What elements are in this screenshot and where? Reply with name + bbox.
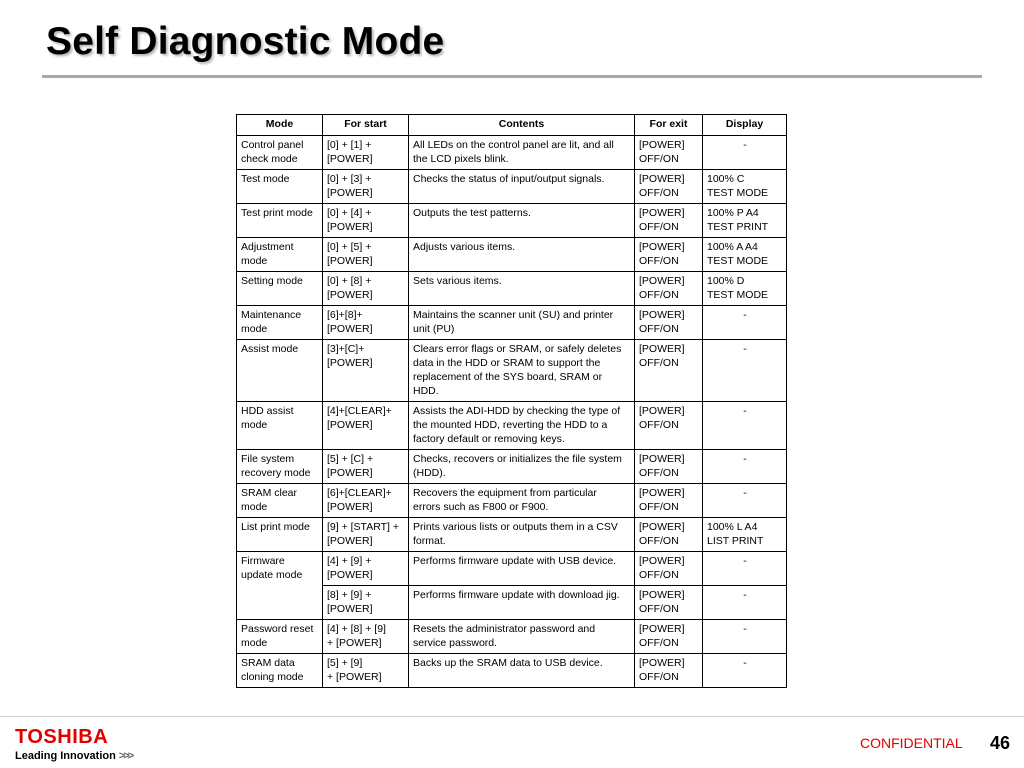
cell-for-start [323, 272, 409, 306]
chevron-right-icon: >>> [118, 750, 133, 762]
cell-contents-line: replacement of the SYS board, SRAM or [413, 371, 603, 383]
cell-for-exit [635, 238, 703, 272]
cell-for-start-line: [0] + [4] + [327, 207, 372, 219]
cell-contents [409, 654, 635, 688]
cell-for-start [323, 450, 409, 484]
cell-mode [237, 484, 323, 518]
cell-for-start-line: [5] + [9] [327, 657, 363, 669]
cell-contents-line: Maintains the scanner unit (SU) and printer [413, 309, 614, 321]
cell-for-exit [635, 306, 703, 340]
cell-for-exit-line: [POWER] [639, 555, 685, 567]
cell-contents [409, 272, 635, 306]
cell-for-start-line: [POWER] [327, 255, 373, 267]
cell-display [703, 170, 787, 204]
logo-wordmark: TOSHIBA [15, 726, 109, 748]
cell-for-exit [635, 484, 703, 518]
cell-display-line: 100% A A4 [707, 241, 758, 253]
cell-for-exit [635, 136, 703, 170]
cell-mode-line: Maintenance [241, 309, 302, 321]
confidential-label: CONFIDENTIAL [860, 735, 963, 751]
logo-tagline [15, 749, 155, 763]
cell-contents-line: the LCD pixels blink. [413, 153, 509, 165]
cell-contents [409, 620, 635, 654]
cell-display [703, 484, 787, 518]
cell-for-start-line: [9] + [START] + [327, 521, 399, 533]
table-row [237, 238, 787, 272]
table-row [237, 272, 787, 306]
cell-for-exit-line: OFF/ON [639, 637, 679, 649]
cell-for-start-line: [5] + [C] + [327, 453, 374, 465]
cell-for-exit-line: [POWER] [639, 405, 685, 417]
table-body [237, 136, 787, 688]
cell-mode [237, 340, 323, 402]
cell-contents-line: factory default or removing keys. [413, 433, 565, 445]
cell-for-exit-line: OFF/ON [639, 187, 679, 199]
cell-contents [409, 238, 635, 272]
cell-for-exit [635, 552, 703, 586]
cell-contents-line: Sets various items. [413, 275, 502, 287]
cell-for-exit-line: OFF/ON [639, 255, 679, 267]
cell-for-start-line: + [POWER] [327, 671, 382, 683]
cell-for-exit [635, 654, 703, 688]
cell-for-start-line: [POWER] [327, 603, 373, 615]
cell-for-exit-line: [POWER] [639, 657, 685, 669]
cell-for-exit-line: OFF/ON [639, 323, 679, 335]
cell-display [703, 204, 787, 238]
cell-for-exit-line: [POWER] [639, 589, 685, 601]
cell-contents [409, 484, 635, 518]
cell-mode-line: check mode [241, 153, 298, 165]
cell-display [703, 654, 787, 688]
cell-contents [409, 204, 635, 238]
cell-display-line: 100% C [707, 173, 745, 185]
cell-for-exit [635, 204, 703, 238]
cell-for-exit [635, 620, 703, 654]
cell-for-exit-line: [POWER] [639, 275, 685, 287]
cell-display [703, 136, 787, 170]
cell-contents-line: service password. [413, 637, 498, 649]
cell-display [703, 450, 787, 484]
cell-contents [409, 586, 635, 620]
cell-contents [409, 552, 635, 586]
column-header-for-start: For start [323, 115, 409, 136]
cell-display-line: - [743, 589, 747, 601]
cell-mode [237, 238, 323, 272]
cell-for-exit-line: [POWER] [639, 139, 685, 151]
table-row [237, 340, 787, 402]
page-number: 46 [990, 733, 1011, 753]
cell-display [703, 272, 787, 306]
cell-mode-line: Firmware [241, 555, 285, 567]
cell-for-start [323, 484, 409, 518]
cell-mode [237, 306, 323, 340]
cell-display-line: TEST MODE [707, 289, 769, 301]
cell-display [703, 306, 787, 340]
cell-contents-line: Prints various lists or outputs them in a CSV [413, 521, 618, 533]
cell-for-start [323, 204, 409, 238]
cell-mode-line: Adjustment [241, 241, 294, 253]
cell-display [703, 620, 787, 654]
cell-for-start-line: [0] + [1] + [327, 139, 372, 151]
cell-for-start-line: [POWER] [327, 289, 373, 301]
cell-mode-line: HDD assist [241, 405, 294, 417]
cell-mode-line: Setting mode [241, 275, 303, 287]
cell-for-exit-line: OFF/ON [639, 467, 679, 479]
cell-contents-line: Outputs the test patterns. [413, 207, 531, 219]
cell-display [703, 586, 787, 620]
cell-display [703, 402, 787, 450]
table-row [237, 402, 787, 450]
cell-mode-line: File system [241, 453, 295, 465]
cell-display-line: - [743, 555, 747, 567]
cell-mode [237, 552, 323, 620]
cell-contents-line: Adjusts various items. [413, 241, 516, 253]
cell-for-exit-line: OFF/ON [639, 419, 679, 431]
cell-mode-line: mode [241, 255, 268, 267]
cell-mode-line: mode [241, 419, 268, 431]
cell-mode-line: update mode [241, 569, 303, 581]
footer-divider [0, 716, 1024, 717]
cell-display-line: LIST PRINT [707, 535, 764, 547]
column-header-mode: Mode [237, 115, 323, 136]
cell-display-line: - [743, 487, 747, 499]
cell-contents [409, 450, 635, 484]
cell-for-start [323, 654, 409, 688]
cell-contents-line: errors such as F800 or F900. [413, 501, 549, 513]
cell-mode [237, 654, 323, 688]
cell-mode [237, 402, 323, 450]
column-header-contents: Contents [409, 115, 635, 136]
cell-for-exit-line: [POWER] [639, 207, 685, 219]
table-header-row [237, 115, 787, 136]
cell-mode-line: Control panel [241, 139, 304, 151]
cell-for-exit-line: [POWER] [639, 173, 685, 185]
cell-for-start [323, 402, 409, 450]
cell-for-exit-line: [POWER] [639, 343, 685, 355]
cell-for-start-line: [0] + [5] + [327, 241, 372, 253]
cell-for-start-line: [POWER] [327, 467, 373, 479]
cell-for-start [323, 552, 409, 586]
cell-for-exit-line: [POWER] [639, 241, 685, 253]
table-row [237, 620, 787, 654]
cell-contents [409, 402, 635, 450]
cell-for-start-line: [6]+[CLEAR]+ [327, 487, 392, 499]
cell-display-line: - [743, 657, 747, 669]
column-header-display: Display [703, 115, 787, 136]
cell-for-start-line: [4]+[CLEAR]+ [327, 405, 392, 417]
cell-mode-line: recovery mode [241, 467, 311, 479]
cell-for-start [323, 620, 409, 654]
cell-for-start [323, 136, 409, 170]
cell-display-line: 100% D [707, 275, 745, 287]
cell-mode-line: Test mode [241, 173, 290, 185]
cell-mode [237, 620, 323, 654]
cell-for-start-line: [POWER] [327, 535, 373, 547]
cell-for-start [323, 586, 409, 620]
cell-display-line: TEST MODE [707, 187, 769, 199]
slide-title: Self Diagnostic Mode [46, 20, 445, 63]
cell-contents-line: Checks the status of input/output signals. [413, 173, 605, 185]
cell-contents-line: unit (PU) [413, 323, 455, 335]
cell-mode-line: List print mode [241, 521, 310, 533]
cell-for-start-line: [POWER] [327, 419, 373, 431]
cell-mode-line: SRAM data [241, 657, 295, 669]
cell-for-start-line: [4] + [9] + [327, 555, 372, 567]
cell-for-start-line: [POWER] [327, 221, 373, 233]
cell-for-start-line: [4] + [8] + [9] [327, 623, 386, 635]
cell-for-start [323, 340, 409, 402]
cell-display-line: - [743, 623, 747, 635]
cell-display [703, 552, 787, 586]
cell-for-start-line: [3]+[C]+ [327, 343, 365, 355]
cell-for-exit-line: [POWER] [639, 453, 685, 465]
cell-display-line: - [743, 405, 747, 417]
cell-contents-line: Performs firmware update with download jig. [413, 589, 620, 601]
cell-for-exit [635, 170, 703, 204]
cell-for-exit-line: OFF/ON [639, 671, 679, 683]
table-row [237, 450, 787, 484]
cell-for-exit-line: [POWER] [639, 623, 685, 635]
cell-contents-line: Recovers the equipment from particular [413, 487, 597, 499]
cell-for-start [323, 518, 409, 552]
cell-contents-line: HDD. [413, 385, 439, 397]
toshiba-logo [15, 727, 155, 763]
cell-for-exit [635, 450, 703, 484]
cell-contents-line: Backs up the SRAM data to USB device. [413, 657, 603, 669]
cell-for-exit-line: [POWER] [639, 487, 685, 499]
cell-for-start-line: [8] + [9] + [327, 589, 372, 601]
cell-for-exit-line: OFF/ON [639, 357, 679, 369]
logo-tagline-text: Leading Innovation [15, 750, 116, 762]
cell-mode [237, 272, 323, 306]
cell-contents-line: data in the HDD or SRAM to support the [413, 357, 601, 369]
cell-for-exit-line: OFF/ON [639, 603, 679, 615]
cell-for-exit-line: OFF/ON [639, 153, 679, 165]
cell-contents [409, 170, 635, 204]
cell-for-start-line: [POWER] [327, 187, 373, 199]
cell-for-start [323, 170, 409, 204]
table-row [237, 484, 787, 518]
cell-for-start-line: [POWER] [327, 357, 373, 369]
cell-for-exit [635, 340, 703, 402]
cell-for-start-line: [POWER] [327, 153, 373, 165]
cell-contents [409, 136, 635, 170]
cell-contents-line: All LEDs on the control panel are lit, and all [413, 139, 614, 151]
title-divider [42, 75, 982, 78]
cell-for-start [323, 238, 409, 272]
cell-display-line: 100% P A4 [707, 207, 759, 219]
cell-display-line: 100% L A4 [707, 521, 758, 533]
cell-contents-line: Clears error flags or SRAM, or safely deletes [413, 343, 622, 355]
cell-for-start-line: [POWER] [327, 501, 373, 513]
column-header-for-exit: For exit [635, 115, 703, 136]
cell-mode-line: mode [241, 501, 268, 513]
table-row [237, 306, 787, 340]
cell-contents-line: the mounted HDD, reverting the HDD to a [413, 419, 608, 431]
table-row [237, 136, 787, 170]
cell-contents [409, 518, 635, 552]
cell-for-start-line: [POWER] [327, 569, 373, 581]
cell-mode-line: cloning mode [241, 671, 304, 683]
table-row [237, 654, 787, 688]
cell-contents [409, 340, 635, 402]
cell-contents-line: Checks, recovers or initializes the file system [413, 453, 622, 465]
cell-display-line: TEST MODE [707, 255, 769, 267]
cell-for-exit [635, 586, 703, 620]
cell-for-exit-line: OFF/ON [639, 289, 679, 301]
cell-display-line: TEST PRINT [707, 221, 769, 233]
cell-for-exit-line: OFF/ON [639, 569, 679, 581]
cell-for-exit [635, 518, 703, 552]
cell-mode-line: Test print mode [241, 207, 313, 219]
cell-mode-line: mode [241, 637, 268, 649]
cell-for-start-line: [6]+[8]+ [327, 309, 363, 321]
cell-display-line: - [743, 139, 747, 151]
table-row [237, 204, 787, 238]
table-row [237, 170, 787, 204]
cell-for-exit [635, 272, 703, 306]
cell-for-exit-line: OFF/ON [639, 221, 679, 233]
cell-mode [237, 170, 323, 204]
cell-contents-line: format. [413, 535, 446, 547]
cell-for-exit-line: [POWER] [639, 309, 685, 321]
cell-for-start-line: [0] + [3] + [327, 173, 372, 185]
cell-contents-line: (HDD). [413, 467, 446, 479]
cell-display [703, 340, 787, 402]
cell-display-line: - [743, 309, 747, 321]
cell-contents-line: Performs firmware update with USB device. [413, 555, 617, 567]
diagnostic-mode-table [236, 114, 787, 688]
cell-mode-line: Assist mode [241, 343, 299, 355]
cell-mode [237, 518, 323, 552]
cell-display [703, 238, 787, 272]
cell-for-start [323, 306, 409, 340]
cell-mode [237, 204, 323, 238]
cell-mode [237, 136, 323, 170]
cell-for-start-line: + [POWER] [327, 637, 382, 649]
cell-contents-line: Resets the administrator password and [413, 623, 596, 635]
cell-for-exit-line: OFF/ON [639, 501, 679, 513]
cell-contents [409, 306, 635, 340]
cell-mode-line: Password reset [241, 623, 314, 635]
cell-display-line: - [743, 453, 747, 465]
cell-display-line: - [743, 343, 747, 355]
table-row [237, 552, 787, 586]
cell-mode-line: SRAM clear [241, 487, 298, 499]
cell-mode [237, 450, 323, 484]
cell-for-exit [635, 402, 703, 450]
cell-for-start-line: [0] + [8] + [327, 275, 372, 287]
table-row [237, 518, 787, 552]
cell-for-exit-line: OFF/ON [639, 535, 679, 547]
cell-contents-line: Assists the ADI-HDD by checking the type of [413, 405, 621, 417]
cell-display [703, 518, 787, 552]
cell-for-start-line: [POWER] [327, 323, 373, 335]
cell-mode-line: mode [241, 323, 268, 335]
cell-for-exit-line: [POWER] [639, 521, 685, 533]
